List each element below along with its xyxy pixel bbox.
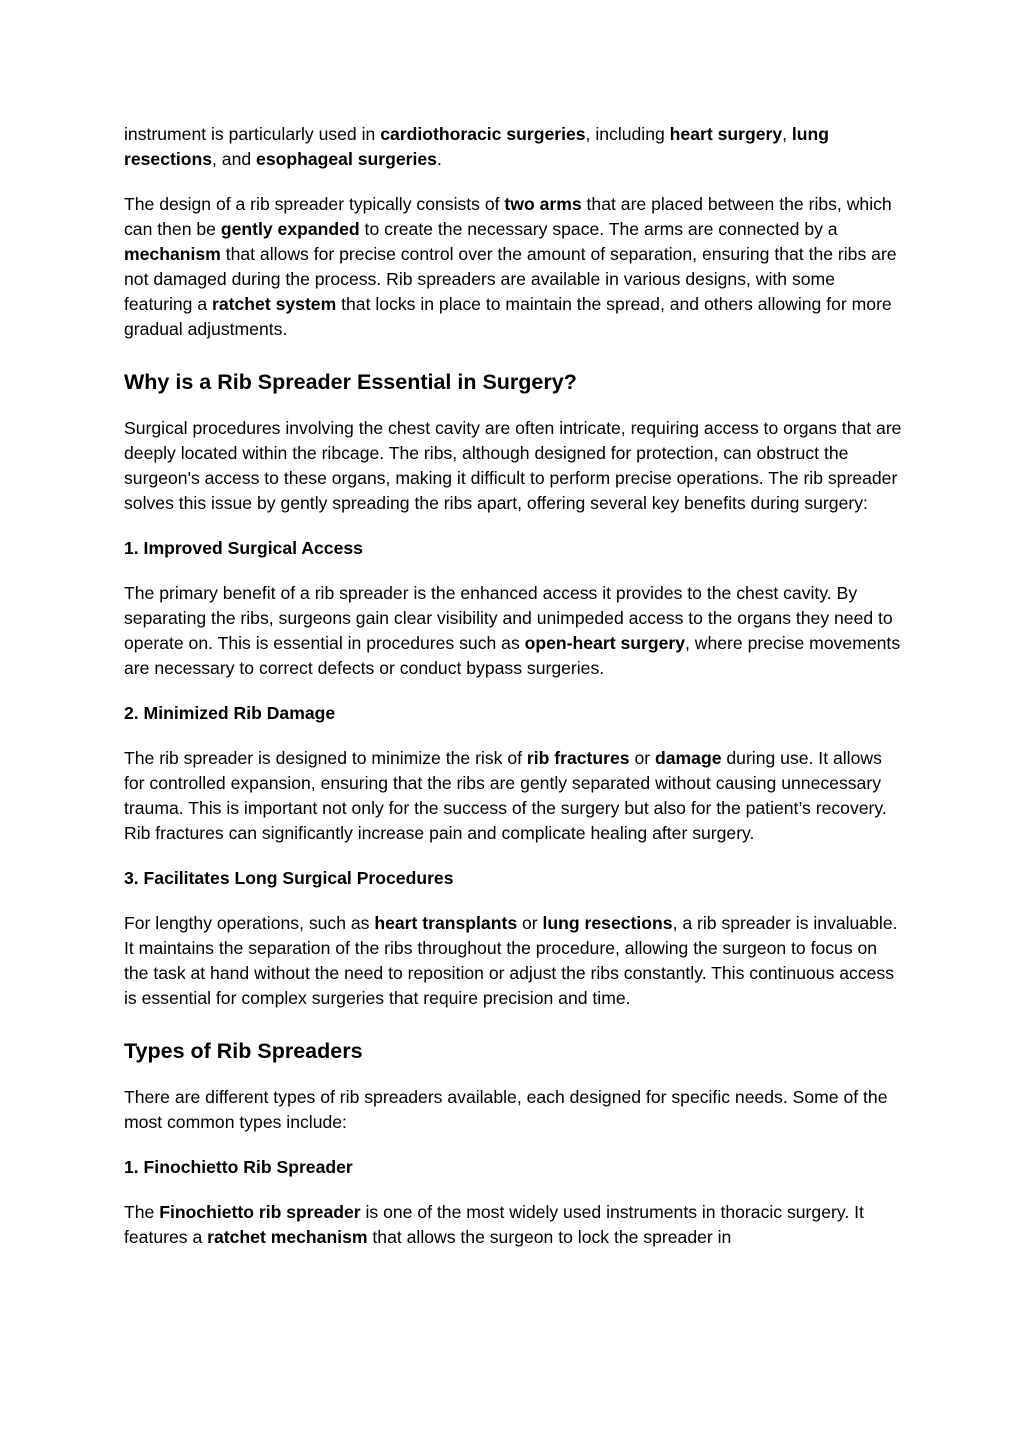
text-run: , where precise movements are necessary to correct defects or conduct bypass surgeries. [124, 633, 901, 678]
bold-text-run: gently expanded [220, 219, 360, 239]
bold-text-run: lung resections [542, 913, 673, 933]
text-run: 1. Finochietto Rib Spreader [124, 1157, 353, 1177]
bold-text-run: mechanism [124, 244, 221, 264]
text-run: , a rib spreader is invaluable. It maintains the separation of the ribs throughout the procedure, allowing the surgeon to focus on the task at hand without the need to reposition or adjust the ribs constantly. This continuous access is essential for complex surgeries that require precision and time. [124, 913, 898, 1008]
long-procedures-paragraph [124, 911, 904, 1011]
types-paragraph [124, 1085, 904, 1135]
text-run: during use. It allows for controlled expansion, ensuring that the ribs are gently separated without causing unnecessary trauma. This is important not only for the success of the surgery but also for the patient’s recovery. Rib fractures can significantly increase pain and complicate healing after surgery. [124, 748, 887, 843]
minimized-damage-paragraph [124, 746, 904, 846]
text-run: 2. Minimized Rib Damage [124, 703, 336, 723]
intro-paragraph-continued [124, 122, 904, 172]
improved-access-paragraph [124, 581, 904, 681]
bold-text-run: open-heart surgery [524, 633, 685, 653]
bold-text-run: heart surgery [669, 124, 783, 144]
bold-text-run: rib fractures [526, 748, 630, 768]
text-run: or [517, 913, 543, 933]
text-run: or [629, 748, 655, 768]
text-run: that are placed between the ribs, which can then be [124, 194, 892, 239]
text-run: The rib spreader is designed to minimize the risk of [124, 748, 527, 768]
text-run: Why is a Rib Spreader Essential in Surgery? [124, 370, 577, 394]
text-run: that locks in place to maintain the spread, and others allowing for more gradual adjustments. [124, 294, 892, 339]
heading-minimized-damage [124, 701, 904, 726]
finochietto-paragraph [124, 1200, 904, 1250]
heading-improved-access [124, 536, 904, 561]
text-run: There are different types of rib spreaders available, each designed for specific needs. Some of the most common types include: [124, 1087, 888, 1132]
bold-text-run: heart transplants [374, 913, 518, 933]
heading-types [124, 1037, 904, 1065]
text-run: Types of Rib Spreaders [124, 1039, 363, 1063]
bold-text-run: two arms [504, 194, 582, 214]
text-run: The [124, 1202, 160, 1222]
text-run: 1. Improved Surgical Access [124, 538, 363, 558]
heading-why-essential [124, 368, 904, 396]
text-run: 3. Facilitates Long Surgical Procedures [124, 868, 454, 888]
text-run: The design of a rib spreader typically consists of [124, 194, 505, 214]
bold-text-run: lung resections [124, 124, 830, 169]
text-run: is one of the most widely used instruments in thoracic surgery. It features a [124, 1202, 864, 1247]
text-run: instrument is particularly used in [124, 124, 381, 144]
text-run: . [436, 149, 442, 169]
design-paragraph [124, 192, 904, 342]
text-run: that allows the surgeon to lock the spreader in [367, 1227, 732, 1247]
text-run: The primary benefit of a rib spreader is the enhanced access it provides to the chest cavity. By separating the ribs, surgeons gain clear visibility and unimpeded access to the organs they need to operate on. This is essential in procedures such as [124, 583, 893, 653]
bold-text-run: ratchet system [212, 294, 337, 314]
heading-finochietto [124, 1155, 904, 1180]
text-run: , including [585, 124, 670, 144]
bold-text-run: Finochietto rib spreader [159, 1202, 361, 1222]
text-run: , and [212, 149, 257, 169]
text-run: For lengthy operations, such as [124, 913, 375, 933]
heading-long-procedures [124, 866, 904, 891]
text-run: to create the necessary space. The arms are connected by a [359, 219, 838, 239]
bold-text-run: cardiothoracic surgeries [380, 124, 586, 144]
text-run: , [782, 124, 792, 144]
document-body [124, 122, 904, 1270]
why-essential-paragraph [124, 416, 904, 516]
text-run: that allows for precise control over the amount of separation, ensuring that the ribs are not damaged during the process. Rib spreaders are available in various designs, with some featuring a [124, 244, 897, 314]
bold-text-run: ratchet mechanism [207, 1227, 368, 1247]
bold-text-run: damage [654, 748, 722, 768]
bold-text-run: esophageal surgeries [256, 149, 437, 169]
text-run: Surgical procedures involving the chest cavity are often intricate, requiring access to organs that are deeply located within the ribcage. The ribs, although designed for protection, can obstruct the surgeon's access to these organs, making it difficult to perform precise operations. The rib spreader solves this issue by gently spreading the ribs apart, offering several key benefits during surgery: [124, 418, 902, 513]
